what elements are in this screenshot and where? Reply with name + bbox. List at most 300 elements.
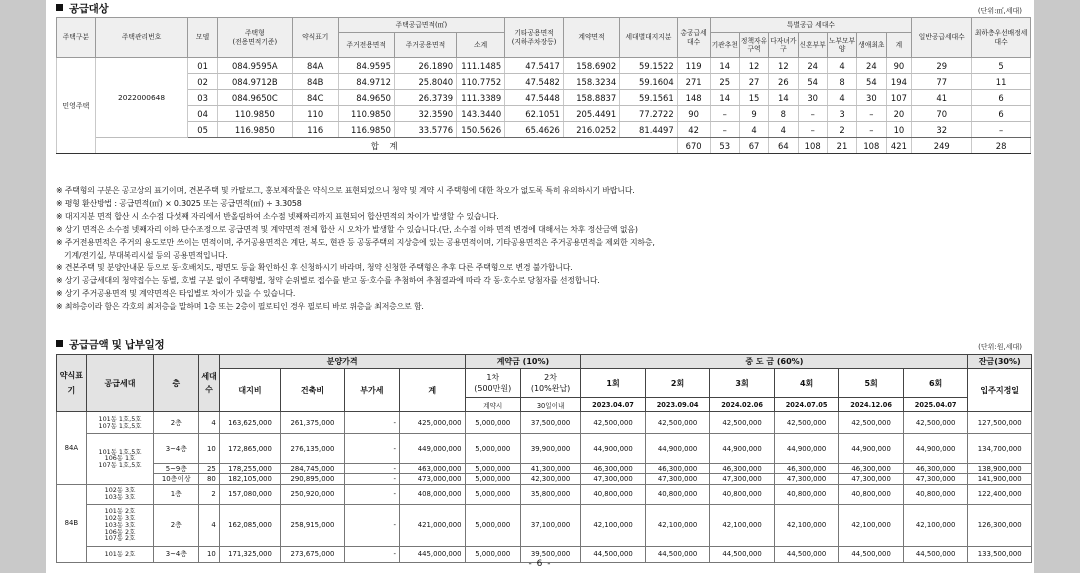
table-cell: 194 [886,74,912,90]
balance-cell: 127,500,000 [968,412,1032,434]
total-cell: 67 [739,138,768,154]
th-housing-model [217,18,292,58]
count-cell: 80 [199,474,219,484]
floor-cell: 10층이상 [154,474,199,484]
table-row [57,464,1032,474]
sum-cell: 421,000,000 [400,504,466,546]
table-cell: 05 [188,122,217,138]
th-balance: 잔금(30%) [968,355,1032,369]
middle-payment-cell: 44,900,000 [645,434,710,464]
th-total-units: 총공급세대수 [677,18,710,58]
vat-cell: - [344,412,399,434]
table-cell: 84A [292,58,338,74]
table-cell: 04 [188,106,217,122]
middle-payment-cell: 46,300,000 [839,464,904,474]
th-short-type: 약식표기 [57,355,87,412]
middle-payment-cell: 44,500,000 [581,546,646,562]
th-sale-price: 분양가격 [219,355,465,369]
middle-payment-cell: 42,100,000 [839,504,904,546]
note-line: ※ 상기 공급세대의 청약접수는 동별, 호별 구분 없이 주택형별, 청약 순위별로 접수를 받고 동·호수를 추첨하여 추첨결과에 따라 각 동·호수로 당첨자를 선정합니다. [56,276,600,286]
vat-cell: - [344,434,399,464]
vat-cell: - [344,484,399,504]
land-cell: 178,255,000 [219,464,280,474]
table-cell: 143.3440 [457,106,505,122]
th-other-common [505,18,564,58]
th-common: 주거공용면적 [394,33,456,58]
table-cell: 42 [677,122,710,138]
building-line: 101동 1호,5호 [98,414,142,423]
th-land: 대지비 [219,369,280,412]
bullet-square-icon [56,340,63,347]
th-date-6: 2025.04.07 [903,398,968,412]
table-row [57,412,1032,434]
middle-payment-cell: 44,500,000 [774,546,839,562]
table-cell: 14 [710,90,739,106]
table-cell: 03 [188,90,217,106]
vat-cell: - [344,464,399,474]
type-cell: 84A [57,412,87,485]
total-cell: 64 [769,138,798,154]
table-cell: 84B [292,74,338,90]
table-cell: 84.9650 [338,90,394,106]
payment-table [56,354,1032,563]
th-dep2-sub: (10%완납) [530,384,571,393]
middle-payment-cell: 42,100,000 [774,504,839,546]
middle-payment-cell: 47,300,000 [839,474,904,484]
count-cell: 25 [199,464,219,474]
middle-payment-cell: 47,300,000 [774,474,839,484]
middle-payment-cell: 42,500,000 [710,412,775,434]
table-cell: 111.1485 [457,58,505,74]
middle-payment-cell: 44,500,000 [903,546,968,562]
count-cell: 10 [199,434,219,464]
th-dep1-when: 계약시 [465,398,520,412]
th-inst-4: 4회 [774,369,839,398]
vat-cell: - [344,474,399,484]
middle-payment-cell: 46,300,000 [645,464,710,474]
count-cell: 2 [199,484,219,504]
total-label: 합 계 [95,138,677,154]
table-cell: 084.9712B [217,74,292,90]
balance-cell: 134,700,000 [968,434,1032,464]
building-cost-cell: 273,675,000 [281,546,344,562]
middle-payment-cell: 40,800,000 [839,484,904,504]
deposit1-cell: 5,000,000 [465,546,520,562]
vat-cell: - [344,504,399,546]
building-line: 102동 3호 [104,514,136,523]
table-cell: 11 [972,74,1031,90]
th-dep1-sub: (500만원) [474,384,512,393]
building-line: 101동 2호 [104,507,136,516]
type-cell: 84B [57,484,87,562]
table-cell: 47.5482 [505,74,564,90]
table-cell: 54 [857,74,886,90]
balance-cell: 133,500,000 [968,546,1032,562]
total-cell: 108 [857,138,886,154]
floor-cell: 5~9층 [154,464,199,474]
table-cell: 5 [972,58,1031,74]
sum-cell: 425,000,000 [400,412,466,434]
th-date-1: 2023.04.07 [581,398,646,412]
land-cell: 162,085,000 [219,504,280,546]
table-cell: 33.5776 [394,122,456,138]
middle-payment-cell: 44,900,000 [710,434,775,464]
deposit1-cell: 5,000,000 [465,504,520,546]
deposit1-cell: 5,000,000 [465,484,520,504]
supply-target-body [57,58,1031,154]
building-line: 103동 3호 [104,520,136,529]
table-cell: 32 [912,122,972,138]
table-cell: 084.9650C [217,90,292,106]
table-cell: 8 [827,74,856,90]
note-line: 기계/전기실, 부대복리시설 등의 공용면적입니다. [64,250,228,260]
th-general: 일반공급세대수 [912,18,972,58]
th-model: 모델 [188,18,217,58]
th-inst-2: 2회 [645,369,710,398]
vat-cell: - [344,546,399,562]
deposit2-cell: 39,900,000 [520,434,580,464]
table-cell: 02 [188,74,217,90]
middle-payment-cell: 44,900,000 [774,434,839,464]
middle-payment-cell: 46,300,000 [581,464,646,474]
balance-cell: 141,900,000 [968,474,1032,484]
middle-payment-cell: 44,500,000 [839,546,904,562]
middle-payment-cell: 42,500,000 [645,412,710,434]
housing-type-cell: 민영주택 [57,58,96,154]
table-cell: 62.1051 [505,106,564,122]
table-cell: 47.5448 [505,90,564,106]
note-line: ※ 최하층이라 함은 각호의 최저층을 말하며 1층 또는 2층이 필로티인 경우 필로티 바로 위층을 최저층으로 함. [56,302,424,312]
sum-cell: 473,000,000 [400,474,466,484]
table-cell: 59.1522 [620,58,678,74]
table-cell: 84C [292,90,338,106]
middle-payment-cell: 44,900,000 [839,434,904,464]
table-cell: 77.2722 [620,106,678,122]
table-cell: 24 [798,58,827,74]
building-line: 107동 1호,5호 [98,461,142,470]
th-elder-parent: 노부모부양 [827,33,856,58]
payment-unit: (단위:원,세대) [978,343,1022,351]
building-line: 101동 1호,5호 [98,447,142,456]
th-subtotal: 소계 [457,33,505,58]
th-housing-model-sub: (전용면적기준) [232,37,278,46]
supply-target-unit: (단위:㎡,세대) [977,7,1022,15]
table-cell: 084.9595A [217,58,292,74]
table-cell: 20 [886,106,912,122]
table-row [57,434,1032,464]
th-building: 건축비 [281,369,344,412]
table-cell: 70 [912,106,972,122]
table-cell: 216.0252 [563,122,619,138]
table-cell: 84.9595 [338,58,394,74]
table-cell: 205.4491 [563,106,619,122]
note-line: ※ 견본주택 및 분양안내문 등으로 동·호배치도, 평면도 등을 확인하신 후 신청하시기 바라며, 청약 신청한 주택형은 추후 다른 주택형으로 변경 불가합니다. [56,263,573,273]
table-cell: 119 [677,58,710,74]
th-date-3: 2024.02.06 [710,398,775,412]
middle-payment-cell: 42,100,000 [710,504,775,546]
th-short-label: 약식표기 [292,18,338,58]
th-dep2 [520,369,580,398]
th-date-5: 2024.12.06 [839,398,904,412]
note-line: ※ 주거전용면적은 주거의 용도로만 쓰이는 면적이며, 주거공용면적은 계단, 복도, 현관 등 공동주택의 지상층에 있는 공용면적이며, 기타공용면적은 주거공용면적을 제외한 지하층, [56,237,655,247]
land-cell: 163,625,000 [219,412,280,434]
table-cell: – [710,106,739,122]
table-cell: 26.1890 [394,58,456,74]
total-cell: 249 [912,138,972,154]
deposit2-cell: 37,100,000 [520,504,580,546]
middle-payment-cell: 46,300,000 [903,464,968,474]
total-cell: 421 [886,138,912,154]
count-cell: 4 [199,504,219,546]
th-dep2-when: 30일이내 [520,398,580,412]
table-cell: 25.8040 [394,74,456,90]
payment-title [56,337,164,352]
table-cell: 29 [912,58,972,74]
th-contract-area: 계약면적 [563,18,619,58]
th-housing-model-text: 주택형 [244,29,265,38]
middle-payment-cell: 40,800,000 [645,484,710,504]
supply-units-cell [86,434,154,485]
balance-cell: 138,900,000 [968,464,1032,474]
th-special-supply: 특별공급 세대수 [710,18,912,33]
table-row [57,122,1031,138]
building-cost-cell: 258,915,000 [281,504,344,546]
middle-payment-cell: 42,100,000 [581,504,646,546]
th-other-common-sub: (지하주차장등) [511,37,557,46]
middle-payment-cell: 44,900,000 [903,434,968,464]
supply-target-table [56,17,1031,154]
table-row [57,106,1031,122]
th-inst-3: 3회 [710,369,775,398]
floor-cell: 2층 [154,504,199,546]
middle-payment-cell: 42,100,000 [903,504,968,546]
table-cell: 6 [972,90,1031,106]
th-floor: 층 [154,355,199,412]
table-cell: 27 [739,74,768,90]
table-row [57,504,1032,546]
table-cell: 158.6902 [563,58,619,74]
deposit2-cell: 37,500,000 [520,412,580,434]
th-inst-1: 1회 [581,369,646,398]
th-institution: 기관추천 [710,33,739,58]
bullet-square-icon [56,4,63,11]
table-cell: 01 [188,58,217,74]
total-cell: 21 [827,138,856,154]
table-cell: 90 [677,106,710,122]
table-cell: 90 [886,58,912,74]
th-multi-child: 다자녀가구 [769,33,798,58]
table-cell: 30 [857,90,886,106]
sum-cell: 463,000,000 [400,464,466,474]
table-cell: – [798,106,827,122]
middle-payment-cell: 47,300,000 [903,474,968,484]
table-cell: 116 [292,122,338,138]
table-cell: 111.3389 [457,90,505,106]
building-line: 106동 2호 [104,527,136,536]
table-cell: 47.5417 [505,58,564,74]
th-exclusive: 주거전용면적 [338,33,394,58]
table-cell: – [710,122,739,138]
table-row [57,90,1031,106]
sum-cell: 408,000,000 [400,484,466,504]
building-line: 106동 1호 [104,454,136,463]
table-cell: 110 [292,106,338,122]
table-row [57,484,1032,504]
table-row [57,58,1031,74]
table-cell: 9 [739,106,768,122]
building-line: 102동 3호 [104,486,136,495]
th-vat: 부가세 [344,369,399,412]
th-dep1-text: 1차 [486,373,500,382]
table-cell: 107 [886,90,912,106]
building-line: 107동 2호 [104,534,136,543]
th-relocation: 정책자유구역 [739,33,768,58]
note-line: ※ 상기 면적은 소수점 넷째자리 이하 단수조정으로 공급면적 및 계약면적 전체 합산 시 오차가 발생할 수 있습니다.(단, 소수점 이하 면적 변경에 대해서는 차후 정산금액 없음) [56,224,638,234]
table-cell: 4 [827,58,856,74]
th-deposit: 계약금 (10%) [465,355,581,369]
deposit2-cell: 42,300,000 [520,474,580,484]
table-cell: 6 [972,106,1031,122]
note-line: ※ 대지지분 면적 합산 시 소수점 다섯째 자리에서 반올림하여 소수점 넷째짜리까지 표현되어 합산면적의 차이가 발생할 수 있습니다. [56,211,499,221]
middle-payment-cell: 44,500,000 [645,546,710,562]
table-cell: 4 [827,90,856,106]
table-cell: 10 [886,122,912,138]
note-line: ※ 평형 환산방법 : 공급면적(㎡) × 0.3025 또는 공급면적(㎡) ÷ 3.3058 [56,198,302,208]
notes-list [56,185,1031,314]
middle-payment-cell: 42,500,000 [903,412,968,434]
th-sum: 계 [886,33,912,58]
table-cell: 24 [857,58,886,74]
th-dep2-text: 2차 [544,373,557,382]
building-line: 103동 3호 [104,493,136,502]
table-cell: 110.7752 [457,74,505,90]
floor-cell: 3~4층 [154,434,199,464]
table-cell: 150.5626 [457,122,505,138]
land-cell: 157,080,000 [219,484,280,504]
table-cell: 110.9850 [217,106,292,122]
table-cell: 3 [827,106,856,122]
deposit2-cell: 35,800,000 [520,484,580,504]
th-sum: 계 [400,369,466,412]
building-cost-cell: 284,745,000 [281,464,344,474]
table-cell: 26.3739 [394,90,456,106]
table-cell: 65.4626 [505,122,564,138]
th-date-2: 2023.09.04 [645,398,710,412]
count-cell: 10 [199,546,219,562]
table-cell: 158.8837 [563,90,619,106]
balance-cell: 122,400,000 [968,484,1032,504]
table-cell: 12 [769,58,798,74]
table-cell: – [972,122,1031,138]
table-row [57,474,1032,484]
middle-payment-cell: 40,800,000 [581,484,646,504]
table-cell: 25 [710,74,739,90]
balance-cell: 126,300,000 [968,504,1032,546]
middle-payment-cell: 42,500,000 [581,412,646,434]
middle-payment-cell: 42,500,000 [839,412,904,434]
table-cell: 14 [769,90,798,106]
middle-payment-cell: 47,300,000 [581,474,646,484]
table-cell: 12 [739,58,768,74]
table-cell: 15 [739,90,768,106]
sum-cell: 449,000,000 [400,434,466,464]
middle-payment-cell: 40,800,000 [710,484,775,504]
table-cell: 116.9850 [217,122,292,138]
supply-units-cell [86,504,154,546]
th-mgmt-no: 주택관리번호 [95,18,188,58]
land-cell: 171,325,000 [219,546,280,562]
note-line: ※ 상기 주거공용면적 및 계약면적은 타입별로 차이가 있을 수 있습니다. [56,289,296,299]
table-cell: 41 [912,90,972,106]
table-cell: – [798,122,827,138]
total-cell: 28 [972,138,1031,154]
sum-cell: 445,000,000 [400,546,466,562]
table-cell: 30 [798,90,827,106]
deposit1-cell: 5,000,000 [465,434,520,464]
table-cell: 116.9850 [338,122,394,138]
deposit2-cell: 41,300,000 [520,464,580,474]
th-first-life: 생애최초 [857,33,886,58]
building-cost-cell: 290,895,000 [281,474,344,484]
th-land-share: 세대별대지지분 [620,18,678,58]
land-cell: 182,105,000 [219,474,280,484]
building-cost-cell: 250,920,000 [281,484,344,504]
building-line: 107동 1호,5호 [98,421,142,430]
floor-cell: 1층 [154,484,199,504]
land-cell: 172,865,000 [219,434,280,464]
total-cell: 670 [677,138,710,154]
deposit2-cell: 39,500,000 [520,546,580,562]
table-cell: 32.3590 [394,106,456,122]
middle-payment-cell: 46,300,000 [774,464,839,474]
table-cell: 59.1561 [620,90,678,106]
table-cell: 14 [710,58,739,74]
middle-payment-cell: 46,300,000 [710,464,775,474]
table-cell: 2 [827,122,856,138]
th-units: 세대수 [199,355,219,412]
th-balance-when: 입주지정일 [968,369,1032,412]
table-cell: 59.1604 [620,74,678,90]
th-supply-area: 주택공급면적(㎡) [338,18,505,33]
th-newlywed: 신혼부부 [798,33,827,58]
middle-payment-cell: 44,900,000 [581,434,646,464]
middle-payment-cell: 47,300,000 [710,474,775,484]
th-housing-type: 주택구분 [57,18,96,58]
supply-target-title [56,1,108,16]
payment-body [57,412,1032,563]
middle-payment-cell: 40,800,000 [774,484,839,504]
table-cell: 271 [677,74,710,90]
building-cost-cell: 261,375,000 [281,412,344,434]
middle-payment-cell: 42,500,000 [774,412,839,434]
table-cell: – [857,106,886,122]
table-cell: 110.9850 [338,106,394,122]
table-cell: 54 [798,74,827,90]
supply-units-cell [86,484,154,504]
floor-cell: 3~4층 [154,546,199,562]
th-min-floor: 최하층우선배정세대수 [972,18,1031,58]
th-inst-5: 5회 [839,369,904,398]
table-cell: 4 [739,122,768,138]
table-cell: 77 [912,74,972,90]
table-cell: 81.4497 [620,122,678,138]
mgmt-no-cell: 2022000648 [95,58,188,138]
supply-units-cell [86,412,154,434]
table-cell: 8 [769,106,798,122]
th-other-common-text: 기타공용면적 [514,29,554,38]
table-cell: 158.3234 [563,74,619,90]
floor-cell: 2층 [154,412,199,434]
